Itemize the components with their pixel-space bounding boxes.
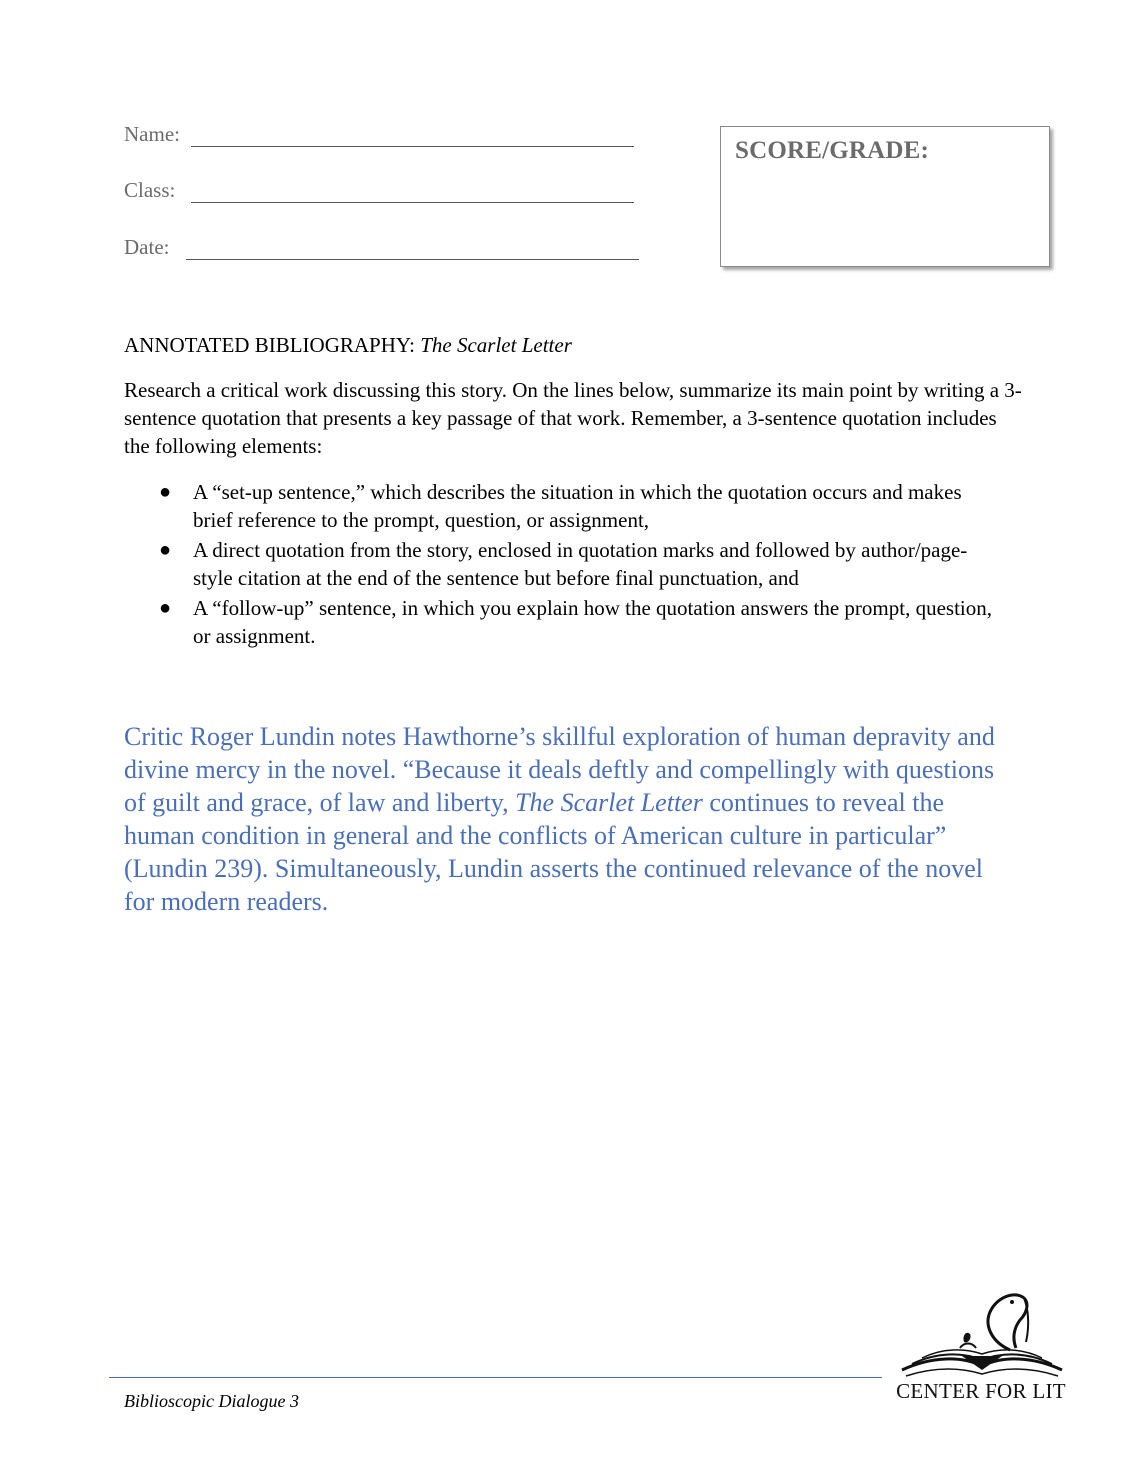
list-item (124, 536, 1004, 592)
score-grade-label: SCORE/GRADE: (735, 137, 930, 164)
assignment-heading (124, 333, 572, 358)
bullet-icon: ● (159, 481, 172, 503)
answer-title: The Scarlet Letter (515, 788, 703, 817)
footer-divider (109, 1377, 882, 1378)
class-field-line[interactable] (191, 202, 634, 203)
list-item-text: A direct quotation from the story, enclosed in quotation marks and followed by author/page-style citation at the end of the sentence but before final punctuation, and (193, 538, 968, 590)
list-item (124, 478, 1004, 534)
answer-paragraph (124, 720, 1004, 918)
bullet-icon: ● (159, 539, 172, 561)
date-field-line[interactable] (186, 259, 639, 260)
list-item-text: A “follow-up” sentence, in which you explain how the quotation answers the prompt, question, or assignment. (193, 596, 992, 648)
name-field-line[interactable] (191, 146, 634, 147)
list-item (124, 594, 1004, 650)
answer-part-1: Critic Roger Lundin notes Hawthorne’s skillful exploration of human depravity and divine mercy in the novel. “Because it deals deftly and compellingly with questions of guilt and grace, of law and liberty, (124, 722, 995, 817)
name-label: Name: (124, 122, 180, 146)
footer-text: Biblioscopic Dialogue 3 (124, 1391, 299, 1411)
requirements-list (124, 478, 1004, 652)
class-label: Class: (124, 178, 176, 202)
logo-text: CENTER FOR LIT (896, 1379, 1066, 1403)
heading-prefix: ANNOTATED BIBLIOGRAPHY: (124, 333, 415, 357)
score-grade-box (720, 126, 1050, 267)
date-label: Date: (124, 235, 170, 259)
answer-part-2: continues to reveal the human condition in general and the conflicts of American culture in particular” (Lundin 239). Simultaneously, Lundin asserts the continued relevance of the novel for modern readers. (124, 788, 983, 916)
assignment-intro: Research a critical work discussing this story. On the lines below, summarize its main point by writing a 3-sentence quotation that presents a key passage of that work. Remember, a 3-sentence quotation includes the following elements: (124, 378, 1022, 458)
list-item-text: A “set-up sentence,” which describes the situation in which the quotation occurs and makes brief reference to the prompt, question, or assignment, (193, 480, 962, 532)
heading-title: The Scarlet Letter (420, 333, 572, 357)
bullet-icon: ● (159, 597, 172, 619)
